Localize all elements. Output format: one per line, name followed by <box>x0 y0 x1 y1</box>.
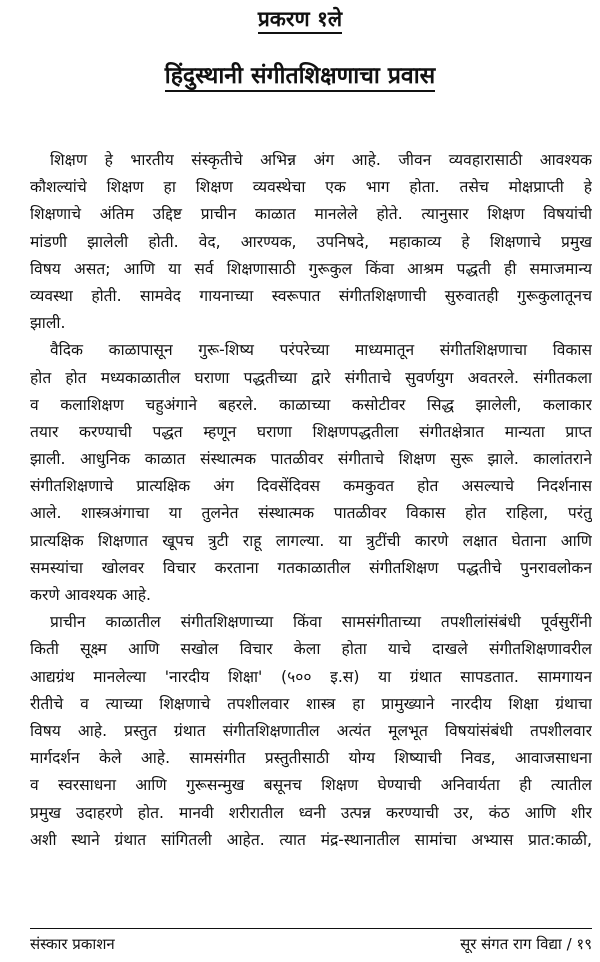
text-line: व स्वरसाधना आणि गुरूसन्मुख बसूनच शिक्षण घेण्याची अनिवार्यता ही त्यातील <box>30 776 592 795</box>
title-text: हिंदुस्थानी संगीतशिक्षणाचा प्रवास <box>165 63 435 92</box>
text-line: होत होत मध्यकाळातील घराणा पद्धतीच्या द्वारे संगीताचे सुवर्णयुग अवतरले. संगीतकला <box>30 368 592 387</box>
body-text <box>30 147 592 854</box>
text-line: आले. शास्त्रअंगाचा या तुलनेत संस्थात्मक पातळीवर विकास होत राहिला, परंतु <box>30 504 592 523</box>
text-line: वैदिक काळापासून गुरू-शिष्य परंपरेच्या माध्यमातून संगीतशिक्षणाचा विकास <box>50 341 592 360</box>
text-line: विषय असत; आणि या सर्व शिक्षणासाठी गुरूकुल किंवा आश्रम पद्धती ही समाजमान्य <box>30 259 592 278</box>
chapter-label: प्रकरण १ले <box>258 7 342 34</box>
chapter-heading <box>0 4 600 34</box>
text-line: प्राचीन काळातील संगीतशिक्षणाच्या किंवा सामसंगीताच्या तपशीलांसंबंधी पूर्वसुरींनी <box>50 613 592 632</box>
text-line: झाली. <box>30 314 66 333</box>
page-footer <box>30 928 592 959</box>
text-line: अशी स्थाने ग्रंथात सांगितली आहेत. त्यात मंद्र-स्थानातील सामांचा अभ्यास प्रात:काळी, <box>30 830 592 849</box>
text-line: रीतीचे व त्याच्या शिक्षणाचे तपशीलवार शास्त्र हा प्रामुख्याने नारदीय शिक्षा ग्रंथाचा <box>30 694 592 713</box>
text-line: करणे आवश्यक आहे. <box>30 586 151 604</box>
publisher-name: संस्कार प्रकाशन <box>30 935 115 953</box>
text-line: तयार करण्याची पद्धत म्हणून घराणा शिक्षणपद्धतीला संगीतक्षेत्रात मान्यता प्राप्त <box>30 422 592 441</box>
text-line: शिक्षणाचे अंतिम उद्दिष्ट प्राचीन काळात मानलेले होते. त्यानुसार शिक्षण विषयांची <box>30 205 592 224</box>
text-line: विषय आहे. प्रस्तुत ग्रंथात संगीतशिक्षणातील अत्यंत मूलभूत विषयांसंबंधी तपशीलवार <box>30 721 592 740</box>
text-line: मांडणी झालेली होती. वेद, आरण्यक, उपनिषदे, महाकाव्य हे शिक्षणाचे प्रमुख <box>30 232 592 251</box>
text-line: झाली. आधुनिक काळात संस्थात्मक पातळीवर संगीताचे शिक्षण सुरू झाले. कालांतराने <box>30 450 592 469</box>
text-line: प्रात्यक्षिक शिक्षणात खूपच त्रुटी राहू लागल्या. या त्रुटींची कारणे लक्षात घेताना आणि <box>30 531 592 550</box>
text-line: मार्गदर्शन केले आहे. सामसंगीत प्रस्तुतीसाठी योग्य शिष्याची निवड, आवाजसाधना <box>30 749 592 768</box>
text-line: प्रमुख उदाहरणे होत. मानवी शरीरातील ध्वनी उत्पन्न करण्याची उर, कंठ आणि शीर <box>30 803 592 822</box>
text-line: आद्यग्रंथ मानलेल्या 'नारदीय शिक्षा' (५०० इ.स) या ग्रंथात सापडतात. सामगायन <box>30 667 592 686</box>
text-line: व कलाशिक्षण चहुअंगाने बहरले. काळाच्या कसोटीवर सिद्ध झालेली, कलाकार <box>30 395 592 414</box>
text-line: व्यवस्था होती. सामवेद गायनाच्या स्वरूपात संगीतशिक्षणाची सुरुवातही गुरूकुलातूनच <box>30 286 592 305</box>
text-line: शिक्षण हे भारतीय संस्कृतीचे अभिन्न अंग आहे. जीवन व्यवहारासाठी आवश्यक <box>50 151 592 169</box>
text-line: संगीतशिक्षणाचे प्रात्यक्षिक अंग दिवसेंदिवस कमकुवत होत असल्याचे निदर्शनास <box>30 477 592 496</box>
text-line: किती सूक्ष्म आणि सखोल विचार केला होता याचे दाखले संगीतशिक्षणावरील <box>30 640 592 659</box>
text-line: कौशल्यांचे शिक्षण हा शिक्षण व्यवस्थेचा एक भाग होता. तसेच मोक्षप्राप्ती हे <box>30 178 592 197</box>
page-title <box>0 60 600 92</box>
book-title-page-number: सूर संगत राग विद्या / १९ <box>460 935 592 953</box>
text-line: समस्यांचा खोलवर विचार करताना गतकाळातील संगीतशिक्षण पद्धतीचे पुनरावलोकन <box>30 558 592 577</box>
